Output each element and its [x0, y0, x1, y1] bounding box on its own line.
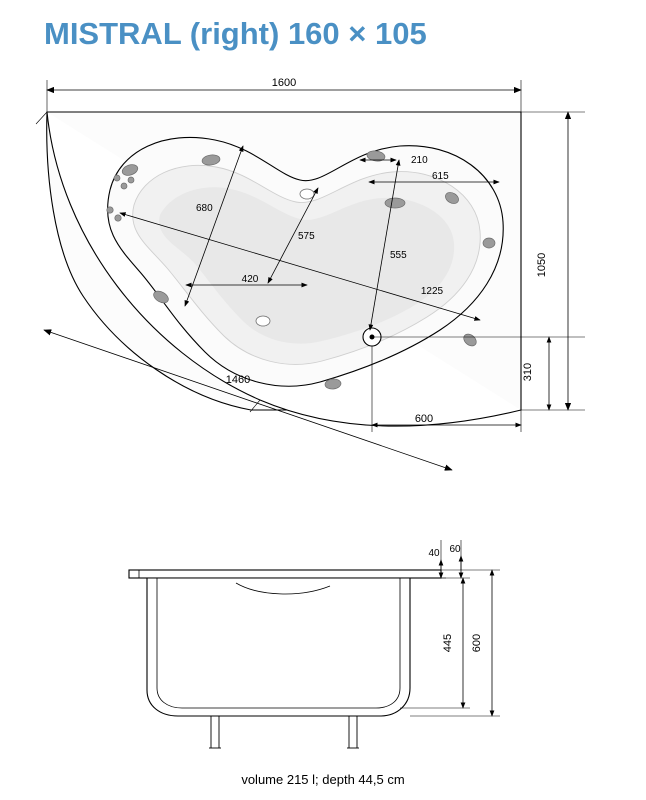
tub-legs: [209, 716, 359, 748]
dim-label-1460: 1460: [225, 374, 251, 386]
jet-icon: [385, 198, 405, 208]
side-view-group: [129, 540, 500, 748]
dim-label-680: 680: [196, 203, 213, 214]
dim-label-1600: 1600: [271, 77, 297, 89]
overflow-icon: [300, 189, 314, 199]
dim-label-575: 575: [298, 231, 315, 242]
tub-rim-top: [129, 570, 441, 578]
overflow-icon: [256, 316, 270, 326]
tub-side-profile: [147, 578, 410, 716]
dim-label-555: 555: [390, 250, 407, 261]
jet-icon: [121, 183, 127, 189]
dim-label-310-drain: 310: [522, 362, 534, 382]
dim-label-60: 60: [449, 544, 461, 555]
side-extension-lines: [400, 540, 500, 716]
dim-label-1225: 1225: [420, 286, 444, 297]
top-view-group: [36, 77, 585, 470]
jet-icon: [128, 177, 134, 183]
dim-label-1050: 1050: [536, 252, 548, 278]
jet-icon: [115, 215, 121, 221]
page-title: MISTRAL (right) 160 × 105: [44, 16, 427, 51]
jet-icon: [114, 175, 120, 181]
volume-depth-caption: volume 215 l; depth 44,5 cm: [241, 772, 405, 787]
dim-label-445: 445: [442, 633, 454, 653]
dim-label-40: 40: [428, 548, 440, 559]
dim-label-615: 615: [432, 171, 449, 182]
dim-label-600-height: 600: [471, 633, 483, 653]
jet-icon: [107, 207, 113, 213]
dim-label-420: 420: [241, 274, 259, 285]
dim-label-210: 210: [411, 155, 428, 166]
jet-icon: [483, 238, 495, 248]
dim-label-600-drain: 600: [414, 413, 434, 425]
